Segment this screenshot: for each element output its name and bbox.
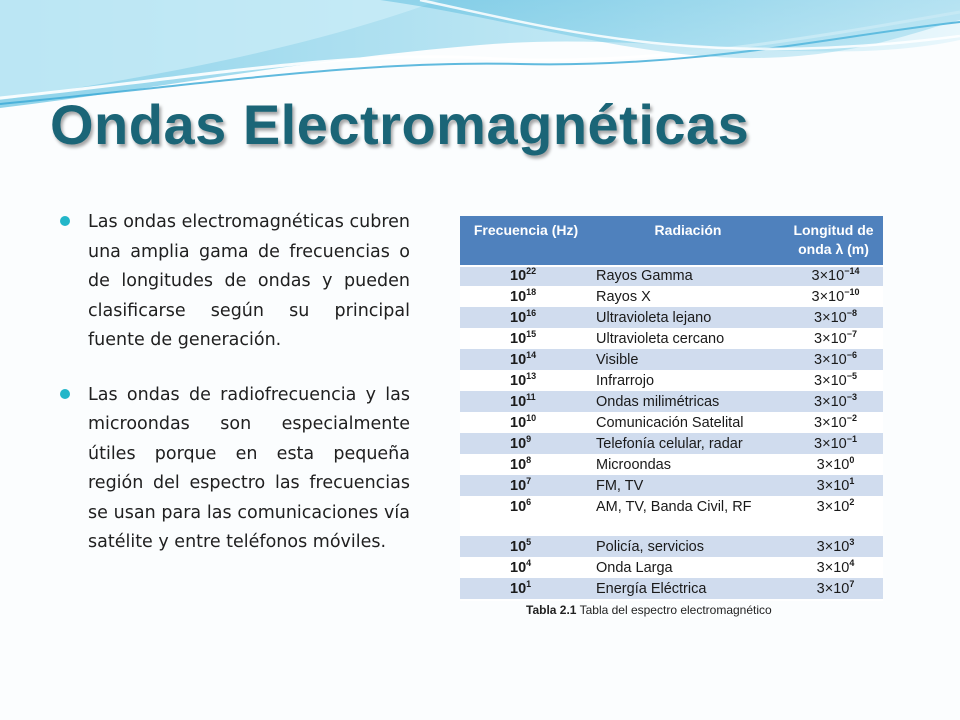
table-header-row <box>460 216 883 266</box>
header-radiacion: Radiación <box>592 216 784 266</box>
freq-exponent: 7 <box>526 476 532 486</box>
bullet-list <box>60 208 410 583</box>
freq-exponent: 4 <box>526 558 532 568</box>
wave-base: 3×10 <box>816 560 850 576</box>
table-row <box>460 455 883 476</box>
wave-exponent: −1 <box>846 434 857 444</box>
spectrum-table <box>460 216 883 601</box>
freq-base: 10 <box>510 499 527 515</box>
wave-base: 3×10 <box>816 539 850 555</box>
bullet-text: Las ondas de radiofrecuencia y las microondas son especialmente útiles porque en esta pequeña región del espectro las frecuencias se usan para las comunicaciones vía satélite y entre teléfonos móviles. <box>88 384 410 552</box>
freq-base: 10 <box>510 415 527 431</box>
cell-frecuencia <box>460 392 592 413</box>
wave-base: 3×10 <box>811 289 845 305</box>
table-row <box>460 350 883 371</box>
table-row <box>460 579 883 600</box>
freq-base: 10 <box>510 457 527 473</box>
wave-base: 3×10 <box>816 478 850 494</box>
cell-frecuencia <box>460 434 592 455</box>
freq-base: 10 <box>510 331 527 347</box>
table-row <box>460 392 883 413</box>
header-frecuencia: Frecuencia (Hz) <box>460 216 592 266</box>
cell-frecuencia <box>460 371 592 392</box>
freq-base: 10 <box>510 352 527 368</box>
wave-exponent: 3 <box>849 537 855 547</box>
cell-longitud <box>784 266 883 287</box>
cell-radiacion: Ondas milimétricas <box>592 392 784 413</box>
cell-longitud <box>784 308 883 329</box>
cell-longitud <box>784 558 883 579</box>
cell-frecuencia <box>460 413 592 434</box>
cell-radiacion: Onda Larga <box>592 558 784 579</box>
wave-exponent: 4 <box>849 558 855 568</box>
table-body <box>460 266 883 600</box>
cell-radiacion: Comunicación Satelital <box>592 413 784 434</box>
wave-base: 3×10 <box>814 415 847 431</box>
table-row <box>460 287 883 308</box>
wave-exponent: −14 <box>844 266 860 276</box>
cell-longitud <box>784 579 883 600</box>
bullet-dot-icon <box>60 216 70 226</box>
freq-exponent: 18 <box>526 287 537 297</box>
freq-exponent: 11 <box>526 392 536 402</box>
freq-exponent: 8 <box>526 455 532 465</box>
cell-longitud <box>784 476 883 497</box>
freq-exponent: 1 <box>526 579 532 589</box>
cell-longitud <box>784 497 883 537</box>
caption-text: Tabla del espectro electromagnético <box>579 603 772 617</box>
wave-exponent: −10 <box>844 287 860 297</box>
cell-frecuencia <box>460 558 592 579</box>
table-caption <box>460 603 885 617</box>
freq-exponent: 6 <box>526 497 532 507</box>
cell-longitud <box>784 329 883 350</box>
cell-frecuencia <box>460 579 592 600</box>
wave-base: 3×10 <box>814 310 847 326</box>
cell-radiacion: Telefonía celular, radar <box>592 434 784 455</box>
cell-longitud <box>784 455 883 476</box>
wave-exponent: −5 <box>846 371 857 381</box>
freq-base: 10 <box>510 478 527 494</box>
cell-frecuencia <box>460 476 592 497</box>
wave-base: 3×10 <box>814 352 847 368</box>
wave-exponent: 1 <box>849 476 855 486</box>
cell-longitud <box>784 350 883 371</box>
table-row <box>460 497 883 537</box>
bullet-text: Las ondas electromagnéticas cubren una amplia gama de frecuencias o de longitudes de ondas y pueden clasificarse según su principal fuente de generación. <box>88 212 410 350</box>
cell-radiacion: FM, TV <box>592 476 784 497</box>
wave-base: 3×10 <box>816 581 850 597</box>
cell-frecuencia <box>460 350 592 371</box>
wave-base: 3×10 <box>814 331 847 347</box>
table-row <box>460 434 883 455</box>
freq-exponent: 15 <box>526 329 537 339</box>
cell-radiacion: Infrarrojo <box>592 371 784 392</box>
freq-base: 10 <box>510 581 527 597</box>
bullet-dot-icon <box>60 389 70 399</box>
wave-base: 3×10 <box>814 436 847 452</box>
cell-frecuencia <box>460 266 592 287</box>
freq-base: 10 <box>510 436 527 452</box>
freq-base: 10 <box>510 539 527 555</box>
cell-frecuencia <box>460 537 592 558</box>
cell-longitud <box>784 371 883 392</box>
slide-title: Ondas Electromagnéticas <box>50 93 750 156</box>
wave-base: 3×10 <box>816 457 850 473</box>
cell-frecuencia <box>460 287 592 308</box>
wave-base: 3×10 <box>814 373 847 389</box>
cell-longitud <box>784 392 883 413</box>
cell-longitud <box>784 537 883 558</box>
wave-exponent: 0 <box>849 455 855 465</box>
cell-radiacion: Rayos X <box>592 287 784 308</box>
freq-exponent: 16 <box>526 308 537 318</box>
cell-radiacion: Ultravioleta lejano <box>592 308 784 329</box>
table-row <box>460 266 883 287</box>
freq-exponent: 13 <box>526 371 537 381</box>
wave-base: 3×10 <box>811 268 845 284</box>
header-longitud: Longitud de onda λ (m) <box>784 216 883 266</box>
cell-radiacion: Ultravioleta cercano <box>592 329 784 350</box>
cell-radiacion: Rayos Gamma <box>592 266 784 287</box>
cell-longitud <box>784 434 883 455</box>
table-row <box>460 308 883 329</box>
caption-label: Tabla 2.1 <box>526 603 577 617</box>
wave-base: 3×10 <box>814 394 847 410</box>
freq-exponent: 9 <box>526 434 532 444</box>
wave-exponent: 7 <box>849 579 855 589</box>
wave-exponent: −3 <box>846 392 857 402</box>
freq-base: 10 <box>510 289 527 305</box>
wave-exponent: −2 <box>846 413 857 423</box>
cell-longitud <box>784 413 883 434</box>
table-row <box>460 413 883 434</box>
table-row <box>460 371 883 392</box>
cell-frecuencia <box>460 308 592 329</box>
wave-base: 3×10 <box>816 499 850 515</box>
table-row <box>460 537 883 558</box>
table-row <box>460 476 883 497</box>
freq-base: 10 <box>510 560 527 576</box>
freq-base: 10 <box>510 310 527 326</box>
freq-exponent: 10 <box>526 413 537 423</box>
spectrum-table-figure <box>460 216 885 617</box>
cell-frecuencia <box>460 455 592 476</box>
table-row <box>460 329 883 350</box>
freq-exponent: 14 <box>526 350 537 360</box>
cell-frecuencia <box>460 329 592 350</box>
cell-radiacion: Visible <box>592 350 784 371</box>
wave-exponent: −8 <box>846 308 857 318</box>
wave-exponent: −6 <box>846 350 857 360</box>
wave-exponent: 2 <box>849 497 855 507</box>
freq-base: 10 <box>510 373 527 389</box>
cell-radiacion: Energía Eléctrica <box>592 579 784 600</box>
table-row <box>460 558 883 579</box>
freq-base: 10 <box>510 394 527 410</box>
bullet-item <box>60 208 410 356</box>
cell-radiacion: Microondas <box>592 455 784 476</box>
wave-exponent: −7 <box>846 329 857 339</box>
cell-radiacion: Policía, servicios <box>592 537 784 558</box>
freq-exponent: 22 <box>526 266 537 276</box>
freq-base: 10 <box>510 268 527 284</box>
cell-radiacion: AM, TV, Banda Civil, RF <box>592 497 784 537</box>
bullet-item <box>60 381 410 558</box>
freq-exponent: 5 <box>526 537 532 547</box>
cell-frecuencia <box>460 497 592 537</box>
cell-longitud <box>784 287 883 308</box>
